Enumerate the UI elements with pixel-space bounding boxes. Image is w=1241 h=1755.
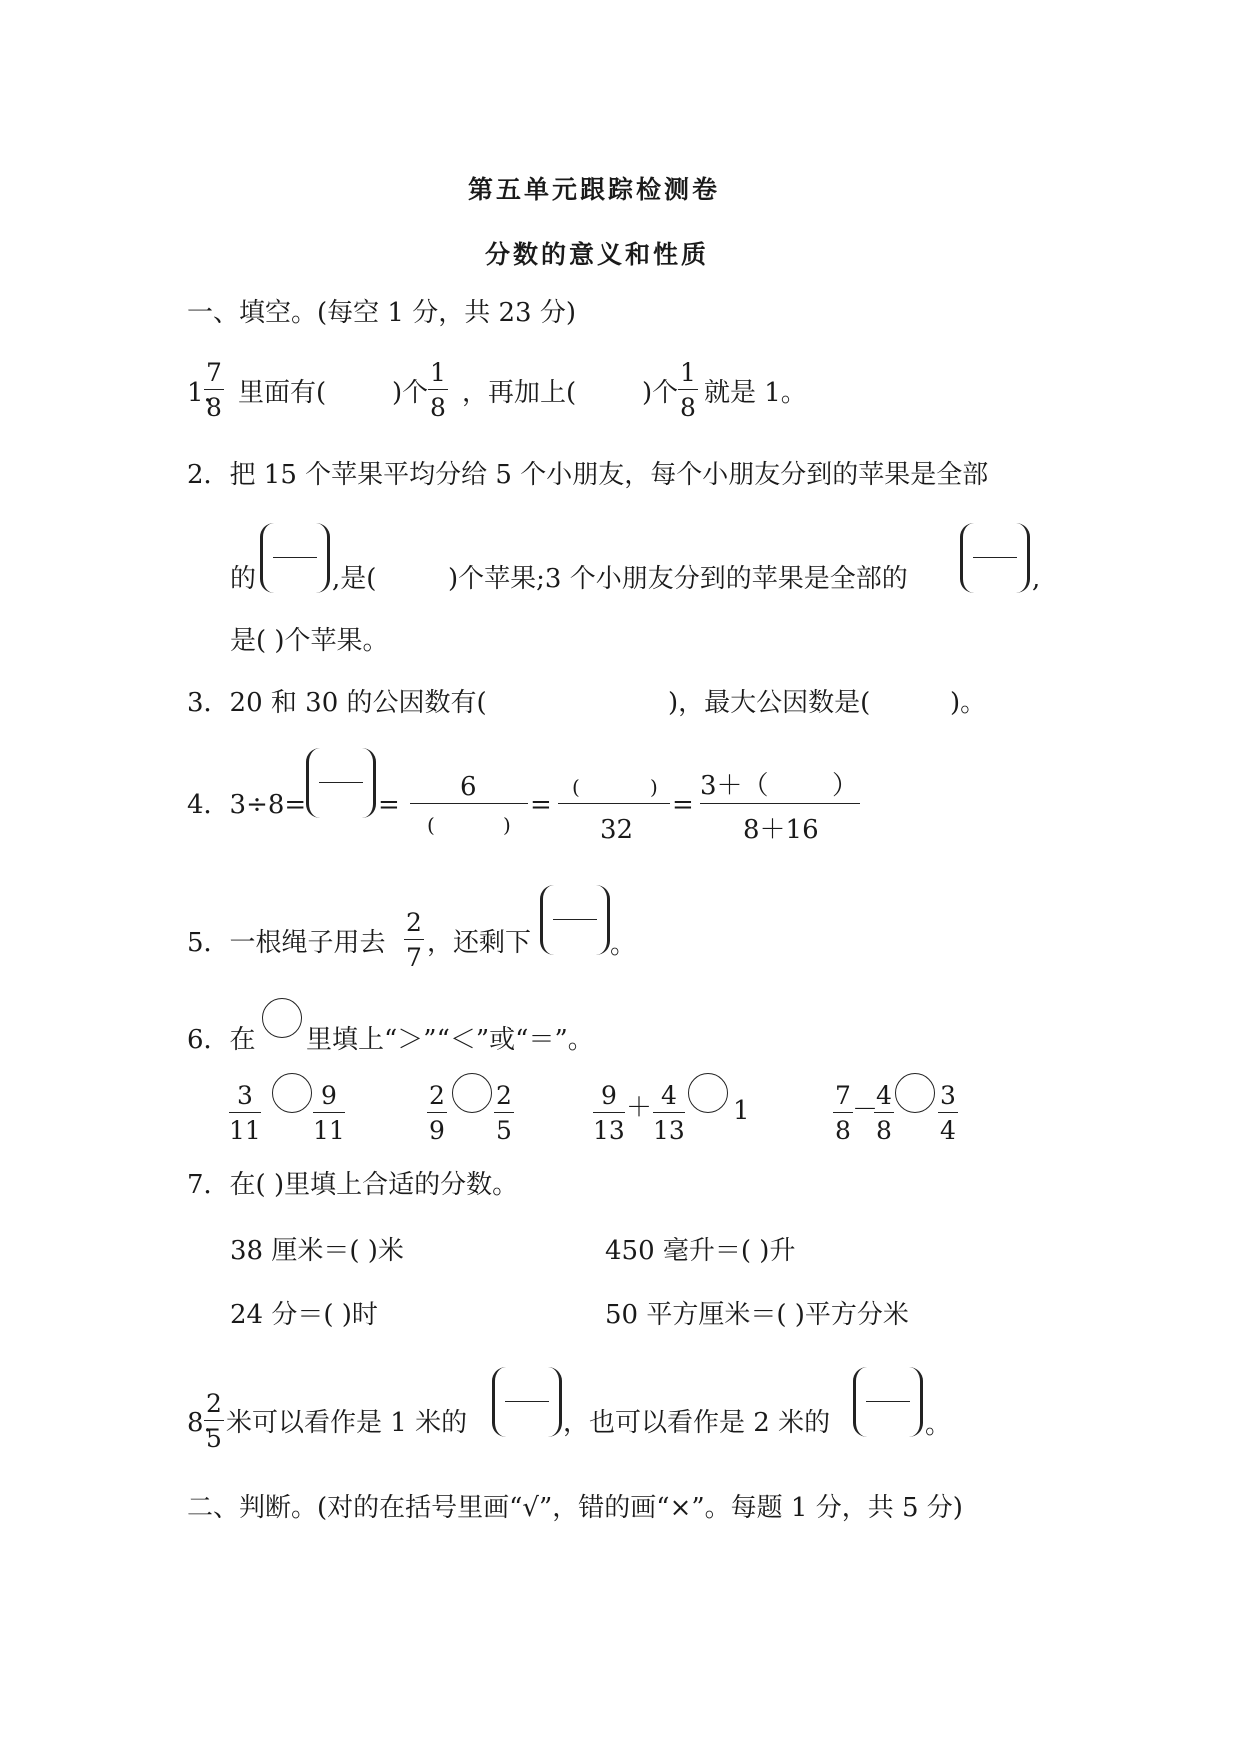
denominator: 13 xyxy=(593,1116,625,1145)
fraction-2-9 xyxy=(427,1083,447,1143)
fraction-answer-box[interactable] xyxy=(306,748,376,818)
q7-text: 7．在( )里填上合适的分数。 xyxy=(187,1170,519,1200)
page-title: 第五单元跟踪检测卷 xyxy=(468,175,721,204)
fraction-1-8 xyxy=(428,360,448,420)
q2-text-c: )个苹果;3 个小朋友分到的苹果是全部的 xyxy=(448,564,908,594)
denominator: 8 xyxy=(835,1116,851,1145)
q2-line-3: 是( )个苹果。 xyxy=(230,626,389,656)
q8-text-b: ，也可以看作是 2 米的 xyxy=(563,1408,831,1438)
equals-sign: = xyxy=(530,790,552,820)
q1-text-a: 里面有( xyxy=(238,378,327,408)
fraction-answer-box[interactable] xyxy=(853,1367,923,1437)
numerator: 1 xyxy=(678,360,698,390)
q1-text-d: )个 xyxy=(642,378,679,408)
q2-text-b: ,是( xyxy=(332,564,377,594)
fraction-bar xyxy=(319,782,363,783)
numerator: 3 xyxy=(938,1083,958,1113)
denominator: 8 xyxy=(680,393,696,422)
denominator: 8 xyxy=(430,393,446,422)
denominator: 8 xyxy=(876,1116,892,1145)
q5-text-c: 。 xyxy=(610,930,637,960)
q7-row1-a: 38 厘米＝( )米 xyxy=(230,1236,404,1266)
q8-number: 8. xyxy=(187,1408,212,1438)
numerator: 4 xyxy=(653,1083,685,1113)
section-heading-fill-blank: 一、填空。(每空 1 分，共 23 分) xyxy=(187,298,576,328)
numerator: 9 xyxy=(593,1083,625,1113)
fraction-2-5 xyxy=(204,1391,224,1451)
q1-text-e: 就是 1。 xyxy=(704,378,807,408)
denominator: 5 xyxy=(206,1424,222,1453)
fraction-2-7 xyxy=(404,910,424,970)
fraction-bar xyxy=(273,557,317,558)
q5-text-a: 5．一根绳子用去 xyxy=(187,928,386,958)
q5-text-b: ，还剩下 xyxy=(427,928,532,958)
q8-text-a: 米可以看作是 1 米的 xyxy=(226,1408,468,1438)
numerator: 2 xyxy=(404,910,424,940)
equals-sign: = xyxy=(672,790,694,820)
fraction-4-8 xyxy=(874,1083,894,1143)
comparison-circle[interactable] xyxy=(688,1073,728,1113)
q8-text-c: 。 xyxy=(925,1410,952,1440)
q2-line-1: 2．把 15 个苹果平均分给 5 个小朋友，每个小朋友分到的苹果是全部 xyxy=(187,460,989,490)
fraction-bar xyxy=(866,1401,910,1402)
fraction-2-5 xyxy=(494,1083,514,1143)
fraction-bar xyxy=(973,557,1017,558)
fraction-7-8 xyxy=(833,1083,853,1143)
fraction-bar xyxy=(410,803,528,804)
q3-text-b: )，最大公因数是( xyxy=(668,688,871,718)
minus-operator: － xyxy=(852,1095,879,1125)
denominator: 11 xyxy=(313,1116,345,1145)
fraction-9-11 xyxy=(313,1083,345,1143)
q6-text-a: 6．在 xyxy=(187,1025,256,1055)
page-subtitle: 分数的意义和性质 xyxy=(485,240,710,269)
q4-f3-numerator-close: ） xyxy=(832,771,859,801)
fraction-bar xyxy=(505,1401,549,1402)
fraction-bar xyxy=(700,803,860,804)
q4-f1-denominator-open: ( xyxy=(427,813,435,837)
q4-f3-denominator: 8＋16 xyxy=(743,815,819,845)
q7-row2-b: 50 平方厘米＝( )平方分米 xyxy=(605,1300,909,1330)
fraction-7-8 xyxy=(204,360,224,420)
denominator: 13 xyxy=(653,1116,685,1145)
q2-text-a: 的 xyxy=(230,564,257,594)
numerator: 4 xyxy=(874,1083,894,1113)
plus-operator: ＋ xyxy=(626,1093,653,1123)
q1-text-b: )个 xyxy=(392,378,429,408)
q4-f2-numerator-open: ( xyxy=(572,775,580,799)
fraction-3-4 xyxy=(938,1083,958,1143)
fraction-answer-box[interactable] xyxy=(260,523,330,593)
fraction-bar xyxy=(558,803,670,804)
numerator: 3 xyxy=(229,1083,261,1113)
q7-row2-a: 24 分＝( )时 xyxy=(230,1300,378,1330)
comparison-circle[interactable] xyxy=(895,1073,935,1113)
numerator: 7 xyxy=(204,360,224,390)
comparison-circle[interactable] xyxy=(272,1073,312,1113)
equals-sign: = xyxy=(378,790,400,820)
q2-text-d: , xyxy=(1032,564,1041,594)
q3-text: 3．20 和 30 的公因数有( xyxy=(187,688,487,718)
q1-text-c: ，再加上( xyxy=(462,378,577,408)
numerator: 2 xyxy=(427,1083,447,1113)
fraction-bar xyxy=(553,919,597,920)
fraction-9-13 xyxy=(593,1083,625,1143)
denominator: 8 xyxy=(206,393,222,422)
q1-number: 1. xyxy=(187,378,212,408)
q4-f1-denominator-close: ) xyxy=(503,813,511,837)
comparison-circle[interactable] xyxy=(262,998,302,1038)
fraction-answer-box[interactable] xyxy=(492,1367,562,1437)
numerator: 9 xyxy=(313,1083,345,1113)
denominator: 11 xyxy=(229,1116,261,1145)
q4-f2-denominator: 32 xyxy=(600,815,634,845)
q4-f1-numerator: 6 xyxy=(460,772,477,802)
denominator: 5 xyxy=(496,1116,512,1145)
q7-row1-b: 450 毫升＝( )升 xyxy=(605,1236,796,1266)
fraction-answer-box[interactable] xyxy=(960,523,1030,593)
fraction-answer-box[interactable] xyxy=(540,885,610,955)
q6-text-b: 里填上“＞”“＜”或“＝”。 xyxy=(306,1025,594,1055)
fraction-4-13 xyxy=(653,1083,685,1143)
fraction-3-11 xyxy=(229,1083,261,1143)
numerator: 2 xyxy=(204,1391,224,1421)
numerator: 1 xyxy=(428,360,448,390)
denominator: 4 xyxy=(940,1116,956,1145)
q4-f3-numerator: 3＋（ xyxy=(700,771,769,801)
comparison-circle[interactable] xyxy=(452,1073,492,1113)
fraction-1-8 xyxy=(678,360,698,420)
q4-prefix: 4．3÷8= xyxy=(187,790,307,820)
rhs-one: 1 xyxy=(733,1096,750,1126)
q3-text-c: )。 xyxy=(950,688,987,718)
denominator: 9 xyxy=(429,1116,445,1145)
numerator: 2 xyxy=(494,1083,514,1113)
q4-f2-numerator-close: ) xyxy=(650,775,658,799)
numerator: 7 xyxy=(833,1083,853,1113)
denominator: 7 xyxy=(406,943,422,972)
section-heading-true-false: 二、判断。(对的在括号里画“√”，错的画“×”。每题 1 分，共 5 分) xyxy=(187,1493,963,1523)
